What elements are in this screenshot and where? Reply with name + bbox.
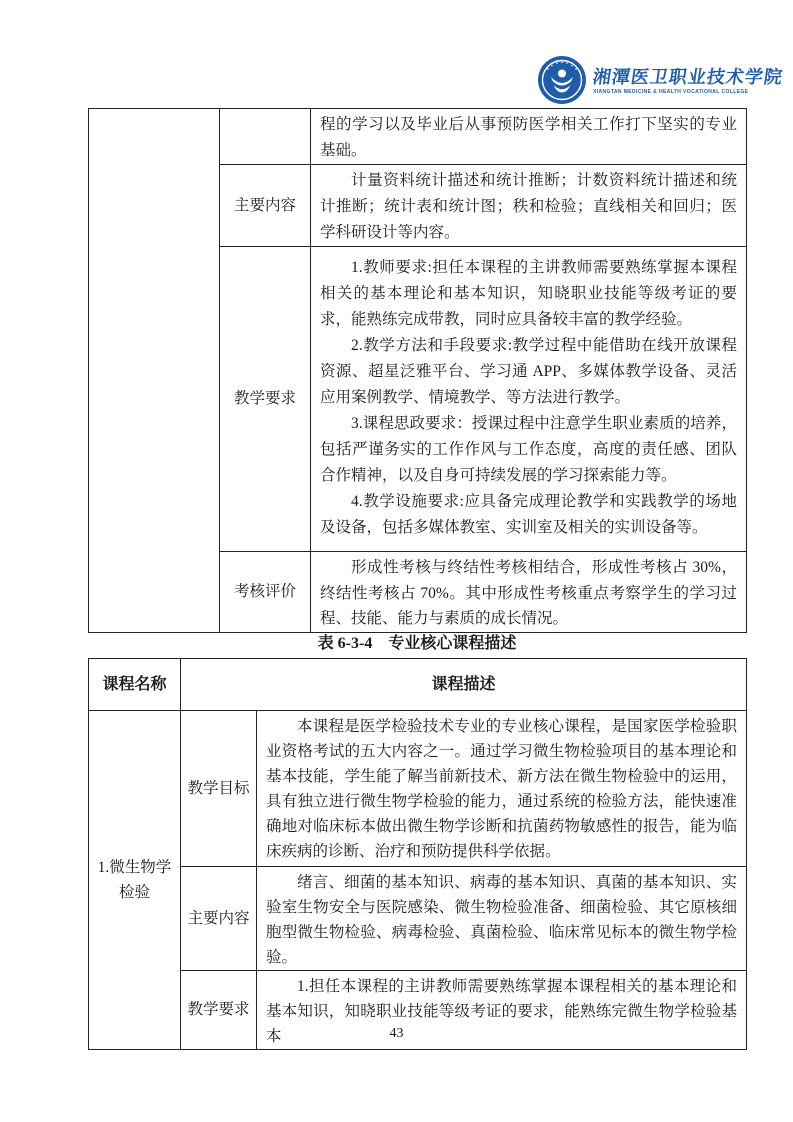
course-name-cell-empty (89, 109, 220, 633)
content-paragraph: 绪言、细菌的基本知识、病毒的基本知识、真菌的基本知识、实验室生物安全与医院感染、微生物检验准备、细菌检验、其它原核细胞型微生物检验、病毒检验、真菌检验、临床常见标本的微生物学检验。 (266, 874, 738, 966)
content-paragraph: 2.教学方法和手段要求:教学过程中能借助在线开放课程资源、超星泛雅平台、学习通 APP、多媒体教学设备、灵活应用案例教学、情境教学、等方法进行教学。 (320, 337, 737, 406)
content-paragraph: 程的学习以及毕业后从事预防医学相关工作打下坚实的专业基础。 (320, 116, 737, 159)
core-course-table (88, 658, 747, 1050)
college-name-zh: 湘潭医卫职业技术学院 (591, 66, 785, 87)
row-content (257, 867, 747, 971)
row-label (220, 109, 311, 165)
page-number: 43 (389, 1026, 404, 1041)
content-paragraph: 本课程是医学检验技术专业的专业核心课程，是国家医学检验职业资格考试的五大内容之一。通过学习微生物检验项目的基本理论和基本技能，学生能了解当前新技术、新方法在微生物检验中的运用，具有独立进行微生物学检验的能力，通过系统的检验方法，能快速准确地对临床标本做出微生物学诊断和抗菌药物敏感性的报告，能为临床疾病的诊断、治疗和预防提供科学依据。 (266, 718, 738, 860)
table-caption: 表 6-3-4 专业核心课程描述 (317, 635, 517, 652)
content-paragraph: 3.课程思政要求：授课过程中注意学生职业素质的培养，包括严谨务实的工作作风与工作态度，高度的责任感、团队合作精神，以及自身可持续发展的学习探索能力等。 (320, 415, 737, 484)
row-label: 教学要求 (181, 971, 257, 1050)
college-logo (538, 56, 783, 104)
column-header-course-name: 课程名称 (89, 659, 181, 711)
column-header-course-description: 课程描述 (181, 659, 747, 711)
row-label: 主要内容 (181, 867, 257, 971)
row-label: 考核评价 (220, 552, 311, 633)
content-paragraph: 4.教学设施要求:应具备完成理论教学和实践教学的场地及设备，包括多媒体教室、实训室及相关的实训设备等。 (320, 493, 737, 536)
row-label: 教学目标 (181, 711, 257, 867)
course-table-continued (88, 108, 747, 633)
content-paragraph: 形成性考核与终结性考核相结合，形成性考核占 30%，终结性考核占 70%。其中形成性考核重点考察学生的学习过程、技能、能力与素质的成长情况。 (320, 559, 737, 627)
content-paragraph: 1.担任本课程的主讲教师需要熟练掌握本课程相关的基本理论和基本知识，知晓职业技能等级考证的要求，能熟练完微生物学检验基本 (266, 978, 738, 1045)
row-content (257, 711, 747, 867)
college-name-block (593, 66, 783, 95)
college-name-en: XIANGTAN MEDICINE & HEALTH VOCATIONAL COLLEGE (593, 88, 749, 95)
row-content (311, 165, 747, 247)
row-content (311, 109, 747, 165)
row-label: 主要内容 (220, 165, 311, 247)
row-content (311, 247, 747, 552)
content-paragraph: 1.教师要求:担任本课程的主讲教师需要熟练掌握本课程相关的基本理论和基本知识，知晓职业技能等级考证的要求，能熟练完成带教，同时应具备较丰富的教学经验。 (320, 259, 737, 328)
row-label: 教学要求 (220, 247, 311, 552)
row-content (311, 552, 747, 633)
college-emblem-icon (538, 56, 586, 104)
course-name-cell: 1.微生物学检验 (89, 711, 181, 1050)
content-paragraph: 计量资料统计描述和统计推断；计数资料统计描述和统计推断；统计表和统计图；秩和检验；直线相关和回归；医学科研设计等内容。 (320, 172, 737, 241)
